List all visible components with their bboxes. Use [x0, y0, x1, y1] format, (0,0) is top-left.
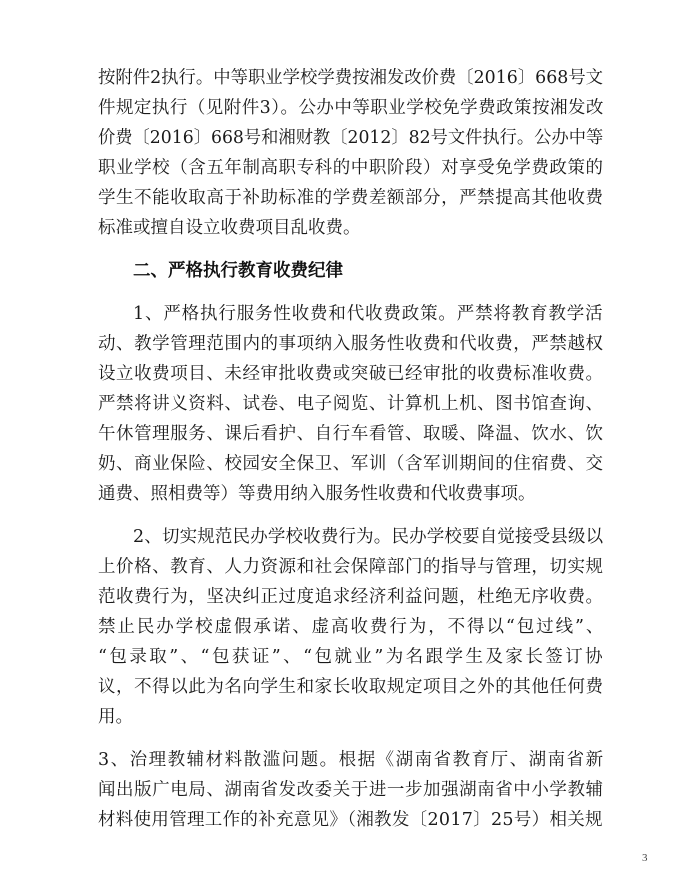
text-line: 2、切实规范民办学校收费行为。民办学校要自觉接受县级以 [133, 527, 604, 547]
text-line: 学生不能收取高于补助标准的学费差额部分，严禁提高其他收费 [98, 188, 604, 208]
text-line: 议，不得以此为名向学生和家长收取规定项目之外的其他任何费 [98, 677, 604, 697]
text-line: 奶、商业保险、校园安全保卫、军训（含军训期间的住宿费、交 [98, 454, 604, 474]
text-line: 范收费行为，坚决纠正过度追求经济利益问题，杜绝无序收费。 [98, 587, 604, 607]
text-line: 职业学校（含五年制高职专科的中职阶段）对享受免学费政策的 [98, 158, 604, 178]
text-line: 上价格、教育、人力资源和社会保障部门的指导与管理，切实规 [98, 557, 604, 577]
text-line: 闻出版广电局、湖南省发改委关于进一步加强湖南省中小学教辅 [98, 780, 604, 800]
text-line: 材料使用管理工作的补充意见》（湘教发〔2017〕25号）相关规 [98, 810, 603, 830]
text-line: 用。 [98, 707, 133, 727]
page-number: 3 [642, 852, 648, 864]
text-line: 严禁将讲义资料、试卷、电子阅览、计算机上机、图书馆查询、 [98, 394, 604, 414]
text-line: 动、教学管理范围内的事项纳入服务性收费和代收费，严禁越权 [98, 334, 604, 354]
text-line: 按附件2执行。中等职业学校学费按湘发改价费〔2016〕668号文 [98, 68, 604, 88]
text-line: 标准或擅自设立收费项目乱收费。 [98, 218, 361, 238]
text-line: 通费、照相费等）等费用纳入服务性收费和代收费事项。 [98, 484, 536, 504]
text-line: 禁止民办学校虚假承诺、虚高收费行为，不得以“包过线”、 [98, 617, 606, 637]
text-line: 午休管理服务、课后看护、自行车看管、取暖、降温、饮水、饮 [98, 424, 604, 444]
text-line: “包录取”、“包获证”、“包就业”为名跟学生及家长签订协 [98, 647, 606, 667]
section-heading: 二、严格执行教育收费纪律 [133, 261, 343, 281]
text-line: 3、治理教辅材料散滥问题。根据《湖南省教育厅、湖南省新 [98, 750, 605, 770]
text-line: 1、严格执行服务性收费和代收费政策。严禁将教育教学活 [133, 304, 604, 324]
text-line: 件规定执行（见附件3）。公办中等职业学校免学费政策按湘发改 [98, 98, 604, 118]
text-line: 价费〔2016〕668号和湘财教〔2012〕82号文件执行。公办中等 [98, 128, 604, 148]
text-line: 设立收费项目、未经审批收费或突破已经审批的收费标准收费。 [98, 364, 604, 384]
